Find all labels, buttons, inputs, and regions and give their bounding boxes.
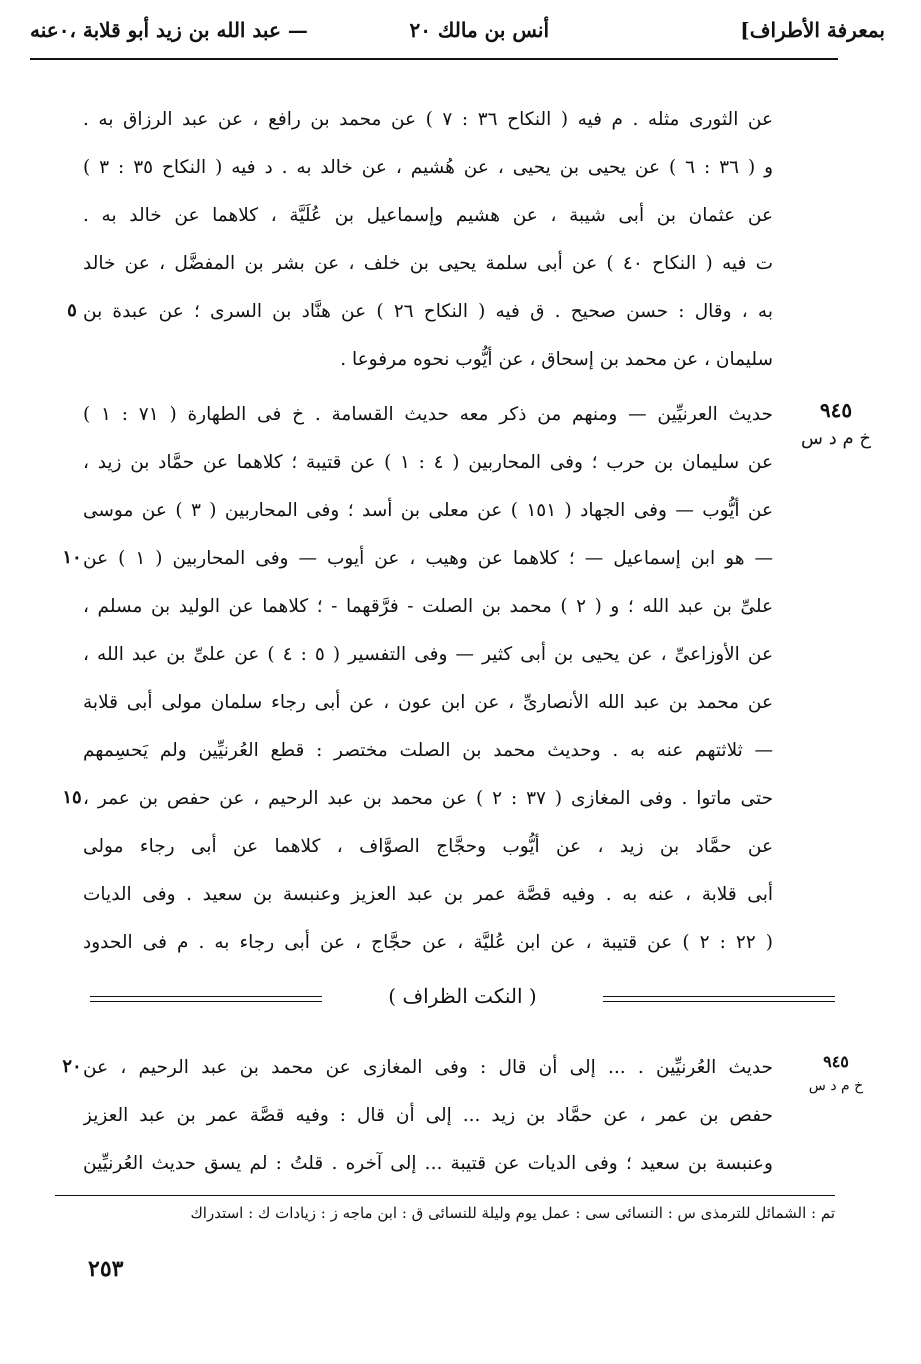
body-line: عن الأوزاعىِّ ، عن يحيى بن أبى كثير — وفى التفسير ( ٥ : ٤ ) عن علىِّ بن عبد الله ، (83, 644, 773, 665)
body-line: — ثلاثتهم عنه به . وحديث محمد بن الصلت مختصر : قطع العُرنيِّين ولم يَحسِمهم (83, 740, 773, 761)
divider-double-rule-right (603, 996, 835, 1002)
header-book-title: بمعرفة الأطراف] (740, 18, 885, 42)
nukat-line: وعنبسة بن سعيد ؛ وفى الديات عن قتيبة ... إلى آخره . قلتُ : لم يسق حديث العُرنيِّين (83, 1153, 773, 1174)
nukat-hadith-number: ٩٤٥ (823, 1052, 849, 1071)
section-title: ( النكت الظراف ) (388, 984, 537, 1008)
nukat-hadith-sigla: خ م د س (808, 1078, 864, 1094)
body-line: عن سليمان بن حرب ؛ وفى المحاربين ( ٤ : ١ ) عن قتيبة ؛ كلاهما عن حمَّاد بن زيد ، (83, 452, 773, 473)
body-line: حديث العرنيِّين — ومنهم من ذكر معه حديث القسامة . خ فى الطهارة ( ٧١ : ١ ) (83, 404, 773, 425)
body-line: عن عثمان بن أبى شيبة ، عن هشيم وإسماعيل بن عُلَيَّة ، كلاهما عن خالد به . (83, 205, 773, 226)
line-number-15: ١٥ (62, 787, 82, 808)
nukat-line: حديث العُرنيِّين . ... إلى أن قال : وفى المغازى عن محمد بن عبد الرحيم ، عن (83, 1057, 773, 1078)
section-divider (90, 984, 835, 1014)
header-chain: — عبد الله بن زيد أبو قلابة ،٠عنه (30, 18, 308, 42)
body-line: ت فيه ( النكاح ٤٠ ) عن أبى سلمة يحيى بن خلف ، عن بشر بن المفضَّل ، عن خالد (83, 253, 773, 274)
body-line: ( ٢٢ : ٢ ) عن قتيبة ، عن ابن عُليَّة ، عن حجَّاج ، عن أبى رجاء به . م فى الحدود (83, 932, 773, 953)
page-number: ٢٥٣ (88, 1256, 124, 1282)
line-number-5: ٥ (67, 300, 77, 321)
running-header (0, 0, 921, 62)
hadith-sigla: خ م د س (801, 428, 871, 449)
header-narrator: أنس بن مالك ٢٠ (409, 18, 549, 42)
hadith-number: ٩٤٥ (819, 398, 853, 422)
body-line: عن أيُّوب — وفى الجهاد ( ١٥١ ) عن معلى بن أسد ؛ وفى المحاربين ( ٣ ) عن موسى (83, 500, 773, 521)
body-line: علىِّ بن عبد الله ؛ و ( ٢ ) محمد بن الصلت - فرَّقهما - ؛ كلاهما عن الوليد بن مسلم ، (83, 596, 773, 617)
body-line: عن محمد بن عبد الله الأنصارىِّ ، عن ابن عون ، عن أبى رجاء سلمان مولى أبى قلابة (83, 692, 773, 713)
divider-double-rule-left (90, 996, 322, 1002)
body-line: عن حمَّاد بن زيد ، عن أيُّوب وحجَّاج الصوَّاف ، كلاهما عن أبى رجاء مولى (83, 836, 773, 857)
body-line: حتى ماتوا . وفى المغازى ( ٣٧ : ٢ ) عن محمد بن عبد الرحيم ، عن حفص بن عمر ، (83, 788, 773, 809)
line-number-10: ١٠ (62, 547, 82, 568)
sigla-legend: تم : الشمائل للترمذى س : النسائى سى : عمل يوم وليلة للنسائى ق : ابن ماجه ز : زيادات ك : استدراك (190, 1204, 835, 1222)
body-line: سليمان ، عن محمد بن إسحاق ، عن أيُّوب نحوه مرفوعا . (340, 349, 773, 370)
body-line: — هو ابن إسماعيل — ؛ كلاهما عن وهيب ، عن أيوب — وفى المحاربين ( ١ ) عن (83, 548, 773, 569)
body-line: أبى قلابة ، عنه به . وفيه قصَّة عمر بن عبد العزيز وعنبسة بن سعيد . وفى الديات (83, 884, 773, 905)
header-rule (30, 58, 838, 60)
line-number-20: ٢٠ (62, 1056, 82, 1077)
footer-rule (55, 1195, 835, 1196)
nukat-line: حفص بن عمر ، عن حمَّاد بن زيد ... إلى أن قال : وفيه قصَّة عمر بن عبد العزيز (83, 1105, 773, 1126)
body-line: و ( ٣٦ : ٦ ) عن يحيى بن يحيى ، عن هُشيم ، عن خالد به . د فيه ( النكاح ٣٥ : ٣ ) (83, 157, 773, 178)
body-line: عن الثورى مثله . م فيه ( النكاح ٣٦ : ٧ ) عن محمد بن رافع ، عن عبد الرزاق به . (83, 109, 773, 130)
body-line: به ، وقال : حسن صحيح . ق فيه ( النكاح ٢٦ ) عن هنَّاد بن السرى ؛ عن عبدة بن (83, 301, 773, 322)
